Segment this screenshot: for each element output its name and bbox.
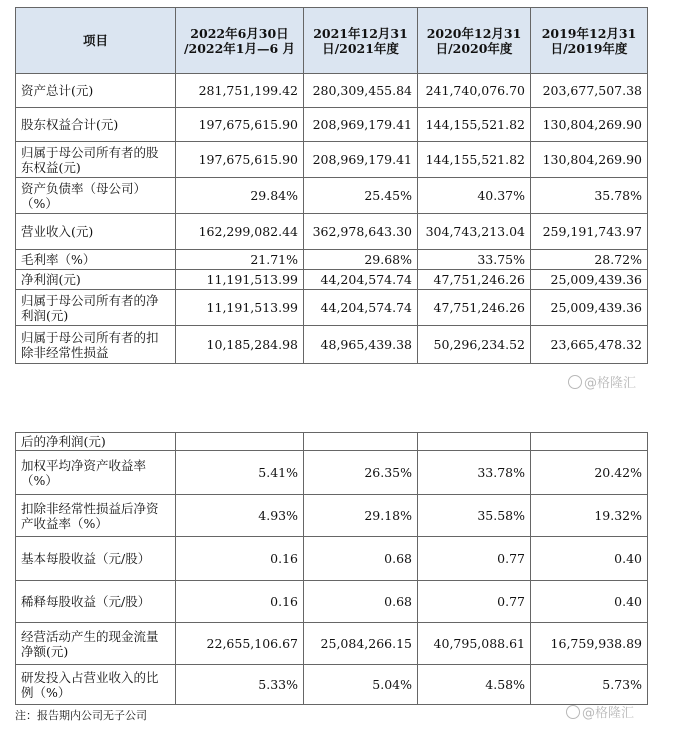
cell-value: 29.18%: [304, 495, 418, 537]
row-label: 经营活动产生的现金流量净额(元): [16, 623, 176, 665]
cell-value: 48,965,439.38: [304, 326, 418, 364]
financial-table-bottom: [15, 432, 648, 705]
row-label: 归属于母公司所有者的扣除非经常性损益: [16, 326, 176, 364]
cell-value: 23,665,478.32: [531, 326, 648, 364]
cell-value: 25.45%: [304, 178, 418, 214]
table-row: [16, 142, 648, 178]
row-label: 加权平均净资产收益率（%）: [16, 451, 176, 495]
row-label: 毛利率（%）: [16, 250, 176, 270]
cell-value: 0.77: [418, 581, 531, 623]
table-row: [16, 326, 648, 364]
table-row: [16, 178, 648, 214]
watermark-logo-icon: [568, 375, 582, 389]
row-label: 后的净利润(元): [16, 433, 176, 451]
table-header-row: [16, 8, 648, 74]
cell-value: 25,009,439.36: [531, 290, 648, 326]
cell-value: 197,675,615.90: [176, 108, 304, 142]
cell-value: 241,740,076.70: [418, 74, 531, 108]
cell-value: 0.16: [176, 581, 304, 623]
row-label: 基本每股收益（元/股）: [16, 537, 176, 581]
cell-value: 0.68: [304, 581, 418, 623]
cell-value: 208,969,179.41: [304, 142, 418, 178]
cell-value: 5.33%: [176, 665, 304, 705]
table-row: [16, 108, 648, 142]
cell-value: 0.40: [531, 581, 648, 623]
table-row: [16, 74, 648, 108]
row-label: 研发投入占营业收入的比例（%）: [16, 665, 176, 705]
cell-value: 35.78%: [531, 178, 648, 214]
table-row: [16, 495, 648, 537]
cell-value: 4.93%: [176, 495, 304, 537]
cell-value: 44,204,574.74: [304, 290, 418, 326]
cell-value: 130,804,269.90: [531, 142, 648, 178]
cell-value: 5.04%: [304, 665, 418, 705]
cell-value: 29.68%: [304, 250, 418, 270]
row-label: 资产负债率（母公司）（%）: [16, 178, 176, 214]
header-2022h1: 2022年6月30日 /2022年1月—6 月: [176, 8, 304, 74]
table-row: [16, 270, 648, 290]
cell-value: 197,675,615.90: [176, 142, 304, 178]
cell-value: 362,978,643.30: [304, 214, 418, 250]
cell-value: 4.58%: [418, 665, 531, 705]
cell-value: 208,969,179.41: [304, 108, 418, 142]
cell-value: 5.73%: [531, 665, 648, 705]
row-label: 稀释每股收益（元/股）: [16, 581, 176, 623]
cell-value: 304,743,213.04: [418, 214, 531, 250]
row-label: 归属于母公司所有者的股东权益(元): [16, 142, 176, 178]
table-row: [16, 214, 648, 250]
table-row: [16, 623, 648, 665]
table-row: [16, 290, 648, 326]
header-item: 项目: [16, 8, 176, 74]
cell-value: [418, 433, 531, 451]
cell-value: 50,296,234.52: [418, 326, 531, 364]
cell-value: 281,751,199.42: [176, 74, 304, 108]
cell-value: 19.32%: [531, 495, 648, 537]
cell-value: 11,191,513.99: [176, 290, 304, 326]
financial-table-top: [15, 7, 648, 364]
watermark-logo-icon: [566, 705, 580, 719]
cell-value: 47,751,246.26: [418, 290, 531, 326]
cell-value: 20.42%: [531, 451, 648, 495]
cell-value: [531, 433, 648, 451]
cell-value: 144,155,521.82: [418, 108, 531, 142]
cell-value: 5.41%: [176, 451, 304, 495]
cell-value: 33.75%: [418, 250, 531, 270]
watermark: @格隆汇: [566, 702, 634, 721]
cell-value: 10,185,284.98: [176, 326, 304, 364]
row-label: 资产总计(元): [16, 74, 176, 108]
cell-value: 21.71%: [176, 250, 304, 270]
table-row: [16, 433, 648, 451]
row-label: 扣除非经常性损益后净资产收益率（%）: [16, 495, 176, 537]
cell-value: 35.58%: [418, 495, 531, 537]
cell-value: 29.84%: [176, 178, 304, 214]
cell-value: [176, 433, 304, 451]
cell-value: 203,677,507.38: [531, 74, 648, 108]
cell-value: 33.78%: [418, 451, 531, 495]
watermark: @格隆汇: [568, 372, 636, 391]
table-row: [16, 665, 648, 705]
row-label: 净利润(元): [16, 270, 176, 290]
cell-value: 25,084,266.15: [304, 623, 418, 665]
cell-value: 0.16: [176, 537, 304, 581]
table-row: [16, 537, 648, 581]
cell-value: 11,191,513.99: [176, 270, 304, 290]
footnote: 注：报告期内公司无子公司: [15, 709, 147, 722]
cell-value: 22,655,106.67: [176, 623, 304, 665]
row-label: 营业收入(元): [16, 214, 176, 250]
cell-value: 26.35%: [304, 451, 418, 495]
header-2019: 2019年12月31 日/2019年度: [531, 8, 648, 74]
cell-value: 162,299,082.44: [176, 214, 304, 250]
header-2021: 2021年12月31 日/2021年度: [304, 8, 418, 74]
cell-value: 47,751,246.26: [418, 270, 531, 290]
table-row: [16, 581, 648, 623]
cell-value: 130,804,269.90: [531, 108, 648, 142]
cell-value: 0.40: [531, 537, 648, 581]
cell-value: 280,309,455.84: [304, 74, 418, 108]
row-label: 归属于母公司所有者的净利润(元): [16, 290, 176, 326]
cell-value: 0.77: [418, 537, 531, 581]
cell-value: 144,155,521.82: [418, 142, 531, 178]
table-row: [16, 250, 648, 270]
cell-value: 40,795,088.61: [418, 623, 531, 665]
cell-value: 25,009,439.36: [531, 270, 648, 290]
cell-value: 40.37%: [418, 178, 531, 214]
row-label: 股东权益合计(元): [16, 108, 176, 142]
cell-value: 259,191,743.97: [531, 214, 648, 250]
cell-value: 16,759,938.89: [531, 623, 648, 665]
table-row: [16, 451, 648, 495]
cell-value: 44,204,574.74: [304, 270, 418, 290]
cell-value: 0.68: [304, 537, 418, 581]
header-2020: 2020年12月31 日/2020年度: [418, 8, 531, 74]
cell-value: 28.72%: [531, 250, 648, 270]
cell-value: [304, 433, 418, 451]
